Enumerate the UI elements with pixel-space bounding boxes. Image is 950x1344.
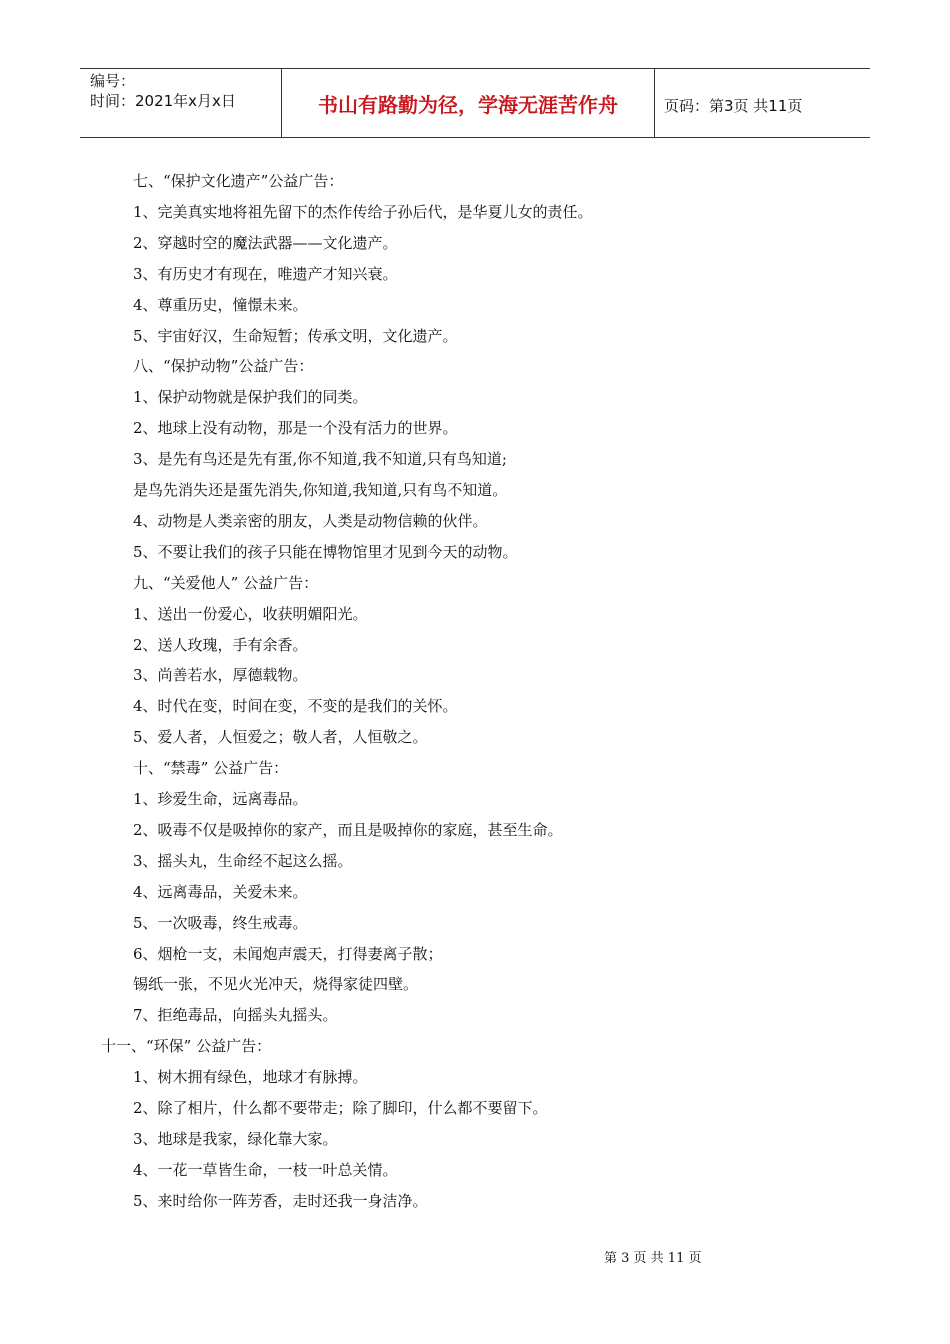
list-item: 3、尚善若水，厚德载物。	[133, 666, 308, 685]
code-label: 编号：	[90, 72, 136, 90]
list-item: 5、一次吸毒，终生戒毒。	[133, 913, 308, 932]
section-heading: 十、“禁毒” 公益广告：	[133, 759, 289, 778]
list-item: 锡纸一张，不见火光冲天，烧得家徒四壁。	[133, 975, 419, 994]
header-info-cell	[80, 69, 280, 137]
page-footer: 第 3 页 共 11 页	[604, 1251, 702, 1266]
page-header	[80, 68, 870, 138]
list-item: 5、来时给你一阵芳香，走时还我一身洁净。	[133, 1191, 428, 1210]
list-item: 7、拒绝毒品，向摇头丸摇头。	[133, 1006, 338, 1025]
list-item: 3、地球是我家，绿化靠大家。	[133, 1129, 338, 1148]
list-item: 4、远离毒品，关爱未来。	[133, 882, 308, 901]
list-item: 是鸟先消失还是蛋先消失,你知道,我知道,只有鸟不知道。	[133, 481, 508, 499]
section-heading: 九、“关爱他人” 公益广告：	[133, 573, 319, 592]
list-item: 2、除了相片，什么都不要带走；除了脚印，什么都不要留下。	[133, 1099, 548, 1117]
list-item: 6、烟枪一支，未闻炮声震天，打得妻离子散；	[133, 944, 443, 963]
header-page-info: 页码：第3页 共11页	[664, 97, 803, 115]
section-heading: 八、“保护动物”公益广告：	[133, 357, 314, 376]
list-item: 2、吸毒不仅是吸掉你的家产，而且是吸掉你的家庭，甚至生命。	[133, 820, 563, 839]
list-item: 1、送出一份爱心，收获明媚阳光。	[133, 604, 368, 623]
list-item: 4、一花一草皆生命，一枝一叶总关情。	[133, 1160, 398, 1179]
list-item: 3、摇头丸，生命经不起这么摇。	[133, 851, 353, 870]
list-item: 4、动物是人类亲密的朋友，人类是动物信赖的伙伴。	[133, 511, 488, 530]
list-item: 2、地球上没有动物，那是一个没有活力的世界。	[133, 419, 458, 438]
date-label: 时间：2021年x月x日	[90, 92, 236, 110]
list-item: 5、爱人者，人恒爱之；敬人者，人恒敬之。	[133, 728, 428, 747]
list-item: 1、珍爱生命，远离毒品。	[133, 790, 308, 808]
list-item: 1、树木拥有绿色，地球才有脉搏。	[133, 1068, 368, 1087]
list-item: 2、送人玫瑰，手有余香。	[133, 635, 308, 654]
list-item: 1、完美真实地将祖先留下的杰作传给子孙后代，是华夏儿女的责任。	[133, 202, 593, 221]
section-heading: 七、“保护文化遗产”公益广告：	[133, 172, 344, 190]
list-item: 5、宇宙好汉，生命短暂；传承文明，文化遗产。	[133, 326, 458, 345]
list-item: 4、时代在变，时间在变，不变的是我们的关怀。	[133, 697, 458, 716]
list-item: 2、穿越时空的魔法武器——文化遗产。	[133, 233, 398, 252]
section-heading: 十一、“环保” 公益广告：	[101, 1037, 272, 1056]
list-item: 1、保护动物就是保护我们的同类。	[133, 388, 368, 407]
header-motto: 书山有路勤为径，学海无涯苦作舟	[281, 69, 655, 137]
list-item: 3、有历史才有现在，唯遗产才知兴衰。	[133, 264, 398, 283]
list-item: 3、是先有鸟还是先有蛋,你不知道,我不知道,只有鸟知道;	[133, 450, 507, 469]
list-item: 5、不要让我们的孩子只能在博物馆里才见到今天的动物。	[133, 542, 518, 561]
list-item: 4、尊重历史，憧憬未来。	[133, 295, 308, 314]
